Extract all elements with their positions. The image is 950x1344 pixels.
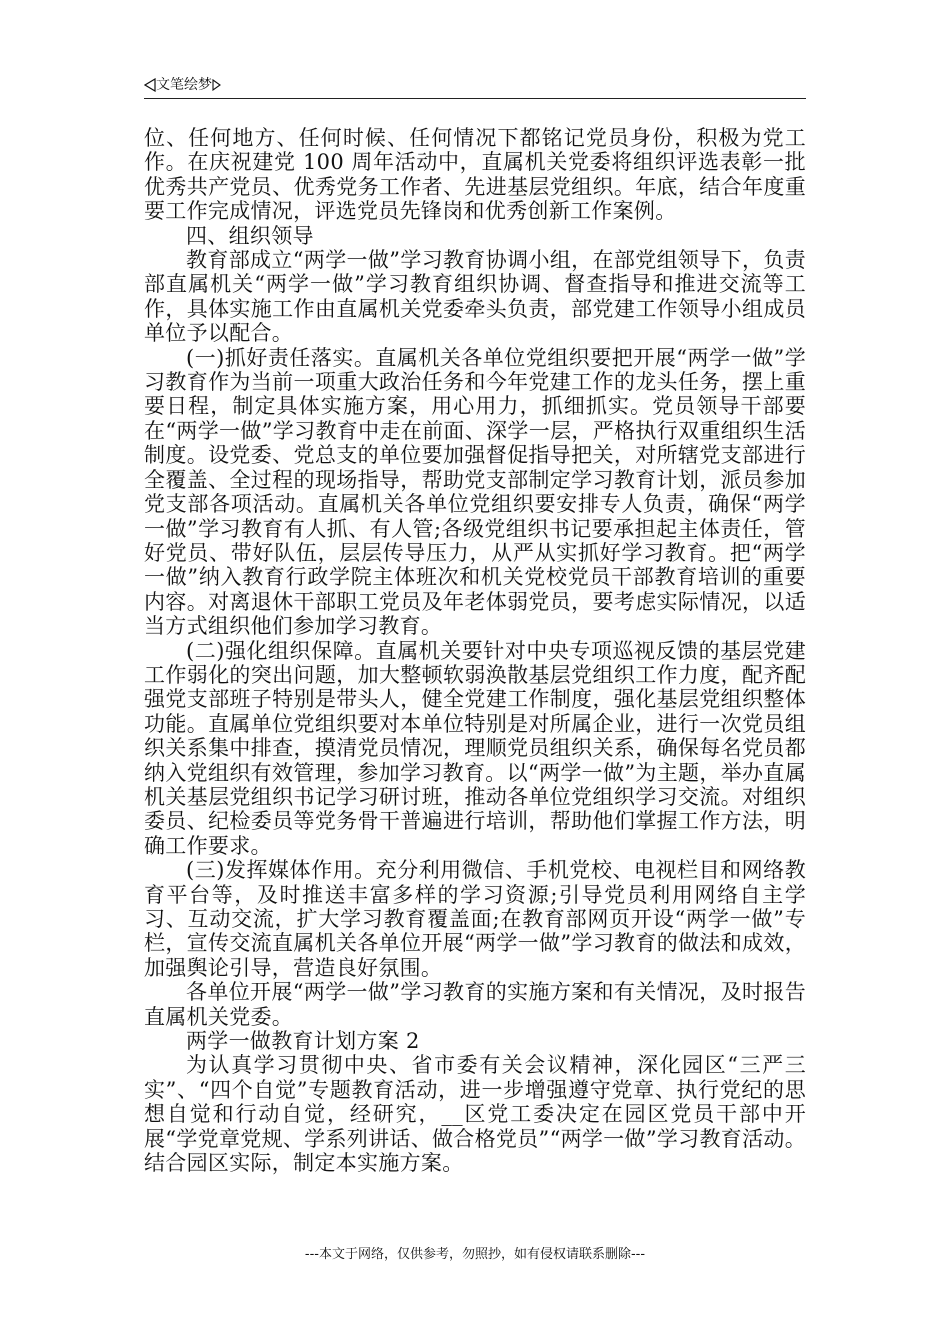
document-body [144,126,806,1175]
paragraph: (二)强化组织保障。直属机关要针对中央专项巡视反馈的基层党建工作弱化的突出问题，加大整顿软弱涣散基层党组织工作力度，配齐配强党支部班子特别是带头人，健全党建工作制度，强化基层党组织整体功能。直属单位党组织要对本单位特别是对所属企业，进行一次党员组织关系集中排查，摸清党员情况，理顺党员组织关系，确保每名党员都纳入党组织有效管理，参加学习教育。以“两学一做”为主题，举办直属机关基层党组织书记学习研讨班，推动各单位党组织学习交流。对组织委员、纪检委员等党务骨干普遍进行培训，帮助他们掌握工作方法，明确工作要求。 [144,638,806,858]
paragraph: 位、任何地方、任何时候、任何情况下都铭记党员身份，积极为党工作。在庆祝建党 100 周年活动中，直属机关党委将组织评选表彰一批优秀共产党员、优秀党务工作者、先进基层党组织。年底，结合年度重要工作完成情况，评选党员先锋岗和优秀创新工作案例。 [144,126,806,224]
left-triangle-icon [144,78,156,92]
header-brand-text: 文笔绘梦 [156,77,212,93]
right-triangle-icon [212,79,221,91]
paragraph: (三)发挥媒体作用。充分利用微信、手机党校、电视栏目和网络教育平台等，及时推送丰富多样的学习资源;引导党员利用网络自主学习、互动交流，扩大学习教育覆盖面;在教育部网页开设“两学一做”专栏，宣传交流直属机关各单位开展“两学一做”学习教育的做法和成效，加强舆论引导，营造良好氛围。 [144,858,806,980]
section-heading: 四、组织领导 [186,223,314,248]
header-brand [144,76,221,94]
paragraph: 教育部成立“两学一做”学习教育协调小组，在部党组领导下，负责部直属机关“两学一做”学习教育组织协调、督查指导和推进交流等工作，具体实施工作由直属机关党委牵头负责，部党建工作领导小组成员单位予以配合。 [144,248,806,346]
section-heading: 两学一做教育计划方案 2 [186,1029,420,1054]
paragraph: 为认真学习贯彻中央、省市委有关会议精神，深化园区“三严三实”、“四个自觉”专题教育活动，进一步增强遵守党章、执行党纪的思想自觉和行动自觉，经研究，__区党工委决定在园区党员干部中开展“学党章党规、学系列讲话、做合格党员”“两学一做”学习教育活动。结合园区实际，制定本实施方案。 [144,1053,806,1176]
page-header [144,74,806,99]
page-footer: ---本文于网络，仅供参考，勿照抄，如有侵权请联系删除--- [304,1247,646,1262]
paragraph: 各单位开展“两学一做”学习教育的实施方案和有关情况，及时报告直属机关党委。 [144,980,806,1029]
paragraph: (一)抓好责任落实。直属机关各单位党组织要把开展“两学一做”学习教育作为当前一项重大政治任务和今年党建工作的龙头任务，摆上重要日程，制定具体实施方案，用心用力，抓细抓实。党员领导干部要在“两学一做”学习教育中走在前面、深学一层，严格执行双重组织生活制度。设党委、党总支的单位要加强督促指导把关，对所辖党支部进行全覆盖、全过程的现场指导，帮助党支部制定学习教育计划，派员参加党支部各项活动。直属机关各单位党组织要安排专人负责，确保“两学一做”学习教育有人抓、有人管;各级党组织书记要承担起主体责任，管好党员、带好队伍，层层传导压力，从严从实抓好学习教育。把“两学一做”纳入教育行政学院主体班次和机关党校党员干部教育培训的重要内容。对离退休干部职工党员及年老体弱党员，要考虑实际情况，以适当方式组织他们参加学习教育。 [144,345,806,639]
